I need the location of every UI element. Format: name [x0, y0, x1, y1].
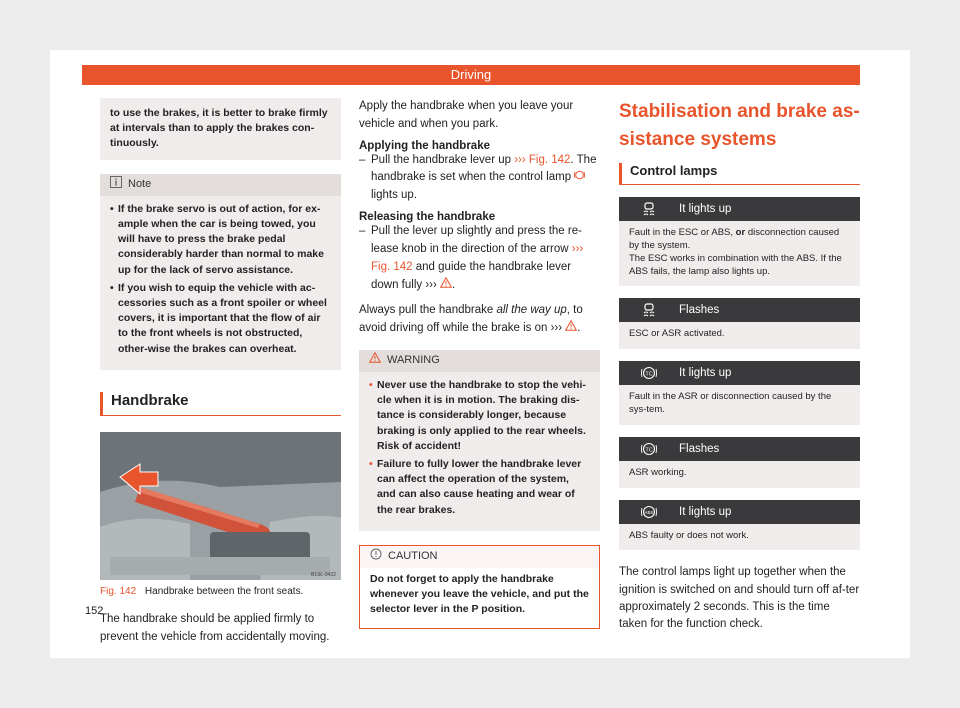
caution-label: CAUTION: [388, 549, 438, 562]
esc-icon: [619, 202, 679, 216]
lamp-status: It lights up: [679, 203, 732, 216]
lamp-header: [619, 500, 860, 524]
svg-text:TC: TC: [645, 371, 653, 378]
section-title-stabilisation: Stabilisation and brake as-sistance systems: [619, 101, 860, 150]
warning-triangle-icon[interactable]: [440, 279, 452, 291]
handbrake-illustration: [100, 432, 341, 580]
caution-box: [359, 545, 600, 629]
lamp-status: Flashes: [679, 304, 720, 317]
lamp-description: Fault in the ASR or disconnection caused by the sys-tem.: [619, 385, 860, 425]
figure-caption-text: Handbrake between the front seats.: [144, 585, 304, 597]
lamp-row: [619, 500, 860, 551]
lamp-header: [619, 197, 860, 221]
figure-caption: [100, 586, 341, 597]
note-header: [100, 174, 341, 196]
lamp-desc-text: disconnection caused by the system.: [629, 227, 840, 251]
figure-code: B1SL-0432: [310, 571, 336, 578]
lamp-header: [619, 437, 860, 461]
lamp-description: [619, 221, 860, 286]
lamp-row: [619, 437, 860, 488]
figure-label: Fig. 142: [100, 585, 137, 597]
lamp-row: [619, 361, 860, 425]
control-lamps-heading: Control lamps: [619, 163, 860, 185]
applying-heading: Applying the handbrake: [359, 139, 490, 152]
fig-reference-link[interactable]: ››› Fig. 142: [371, 242, 584, 273]
releasing-text: Pull the lever up slightly and press the re-lease knob in the direction of the arrow: [371, 225, 582, 255]
info-icon: [110, 176, 122, 194]
always-paragraph: Always pull the handbrake all the way up, to avoid driving off while the brake is on ››› .: [359, 304, 583, 335]
note-item: • If you wish to equip the vehicle with ac-cessories such as a front spoiler or wheel covers, it is important that the flow of air to the front wheels is not obstructed, other-wise the brakes can overheat.: [110, 281, 331, 357]
applying-text: Pull the handbrake lever up: [371, 153, 512, 166]
warning-triangle-icon: [369, 352, 381, 369]
lamp-row: [619, 298, 860, 349]
warning-label: WARNING: [387, 353, 440, 366]
always-text: Always pull the handbrake: [359, 304, 494, 317]
lamp-status: It lights up: [679, 367, 732, 380]
handbrake-lamp-icon: [574, 171, 585, 183]
caution-body: Do not forget to apply the handbrake whenever you leave the vehicle, and put the selector lever in the P position.: [370, 572, 589, 616]
column-middle: [359, 98, 600, 629]
releasing-heading: Releasing the handbrake: [359, 211, 496, 224]
lamp-description: ESC or ASR activated.: [619, 322, 860, 349]
lamp-header: [619, 361, 860, 385]
tc-icon: [619, 442, 679, 456]
warning-header: [359, 350, 600, 372]
column-left: [100, 98, 341, 646]
abs-icon: [619, 505, 679, 519]
intro-paragraph: Apply the handbrake when you leave your vehicle and when you park.: [359, 100, 574, 130]
warning-triangle-icon[interactable]: [565, 322, 577, 334]
svg-text:ABS: ABS: [644, 509, 654, 515]
applying-text: lights up.: [371, 189, 418, 202]
lamp-description: ASR working.: [619, 461, 860, 488]
applying-step: [359, 152, 600, 205]
warning-item: • Never use the handbrake to stop the vehi-cle when it is in motion. The braking dis-tance is considerably longer, because braking is only applied to the rear wheels. Risk of accident!: [369, 378, 590, 454]
handbrake-figure: [100, 432, 341, 580]
svg-text:TC: TC: [645, 447, 653, 454]
handbrake-paragraph: The handbrake should be applied firmly to prevent the vehicle from accidentally moving.: [100, 612, 330, 643]
lamp-row: [619, 197, 860, 286]
releasing-text: and guide the handbrake lever down fully ›››: [371, 260, 572, 291]
caution-header: [360, 546, 599, 568]
lamp-desc-text: The ESC works in combination with the ABS. If the ABS fails, the lamp also lights up.: [629, 252, 842, 277]
continued-text-box: to use the brakes, it is better to brake firmly at intervals than to apply the brakes con-tinuously.: [100, 98, 341, 160]
note-item: • If the brake servo is out of action, for ex-ample when the car is being towed, you will have to press the brake pedal considerably harder than normal to make up for the lack of servo assistance.: [110, 202, 331, 278]
lamp-desc-text: Fault in the ESC or ABS,: [629, 227, 734, 239]
lamp-status: It lights up: [679, 505, 732, 518]
warning-item: • Failure to fully lower the handbrake lever can affect the operation of the system, and can also cause heating and wear of the rear brakes.: [369, 457, 590, 518]
warning-body: [359, 372, 600, 531]
lamp-description: ABS faulty or does not work.: [619, 524, 860, 551]
fig-reference-link[interactable]: ››› Fig. 142: [514, 153, 571, 166]
note-label: Note: [128, 177, 152, 190]
always-text: , to avoid driving off while the brake is on ›››: [359, 304, 583, 335]
lamp-status: Flashes: [679, 442, 720, 455]
lamp-desc-bold: or: [735, 227, 746, 239]
page-number: 152: [85, 605, 104, 617]
tc-icon: [619, 366, 679, 380]
note-body: [100, 196, 341, 370]
esc-icon: [619, 303, 679, 317]
warning-box: [359, 350, 600, 531]
caution-icon: [370, 548, 382, 566]
lamp-header: [619, 298, 860, 322]
always-emphasis: all the way up: [496, 304, 567, 317]
column-right: [619, 98, 860, 633]
chapter-header: Driving: [82, 65, 860, 85]
function-check-paragraph: The control lamps light up together when the ignition is switched on and should turn off af-ter approximately 2 seconds. This is the time taken for the function check.: [619, 566, 860, 631]
releasing-step: – Pull the lever up slightly and press the re-lease knob in the direction of the arrow ››› Fig. 142 and guide the handbrake lever down fully ››› .: [359, 223, 600, 294]
section-title-handbrake: Handbrake: [100, 392, 341, 416]
applying-text: . The handbrake is set when the control lamp: [371, 153, 597, 184]
note-box: [100, 174, 341, 370]
